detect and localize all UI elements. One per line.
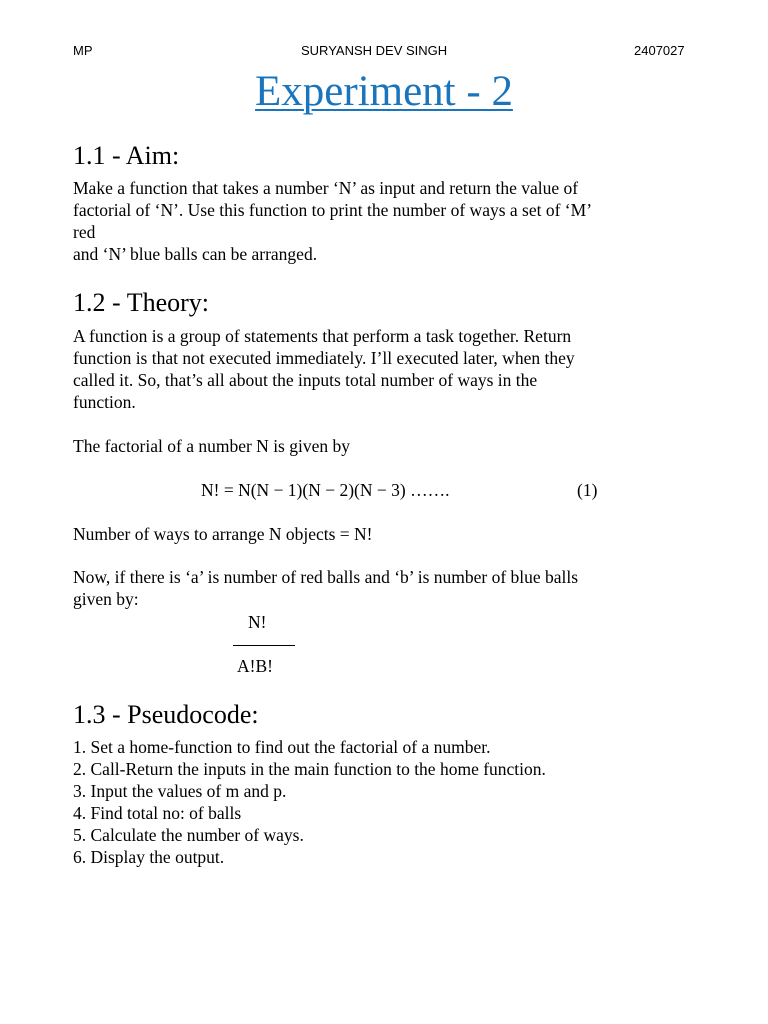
pseudocode-step: 6. Display the output. [73,847,225,867]
factorial-equation: N! = N(N − 1)(N − 2)(N − 3) ……. [201,480,450,500]
pseudocode-step: 3. Input the values of m and p. [73,781,287,801]
balls-line: given by: [73,589,139,609]
theory-paragraph [73,325,703,413]
theory-heading: 1.2 - Theory: [73,288,209,317]
aim-text [73,177,703,265]
header-author: SURYANSH DEV SINGH [301,43,448,58]
fraction-denominator: A!B! [237,656,273,676]
arrangement-text: Number of ways to arrange N objects = N! [73,524,373,544]
aim-heading: 1.1 - Aim: [73,141,180,170]
pseudocode-list [73,736,703,868]
aim-line: red [73,222,96,242]
pseudocode-step: 1. Set a home-function to find out the factorial of a number. [73,737,491,757]
theory-line: called it. So, that’s all about the inputs total number of ways in the [73,370,538,390]
aim-line: Make a function that takes a number ‘N’ as input and return the value of [73,178,579,198]
pseudocode-heading: 1.3 - Pseudocode: [73,700,259,729]
pseudocode-step: 5. Calculate the number of ways. [73,825,304,845]
header-id: 2407027 [634,43,685,58]
aim-line: factorial of ‘N’. Use this function to print the number of ways a set of ‘M’ [73,200,593,220]
theory-line: A function is a group of statements that perform a task together. Return [73,326,572,346]
pseudocode-step: 4. Find total no: of balls [73,803,242,823]
aim-line: and ‘N’ blue balls can be arranged. [73,244,318,264]
page-title: Experiment - 2 [255,68,513,115]
theory-line: function. [73,392,136,412]
pseudocode-step: 2. Call-Return the inputs in the main function to the home function. [73,759,546,779]
equation-number: (1) [577,480,598,500]
header-left: MP [73,43,93,58]
balls-line: Now, if there is ‘a’ is number of red balls and ‘b’ is number of blue balls [73,567,579,587]
factorial-intro: The factorial of a number N is given by [73,436,350,456]
fraction-bar [233,645,295,646]
fraction-numerator: N! [248,612,267,632]
balls-paragraph [73,566,703,610]
theory-line: function is that not executed immediately. I’ll executed later, when they [73,348,575,368]
